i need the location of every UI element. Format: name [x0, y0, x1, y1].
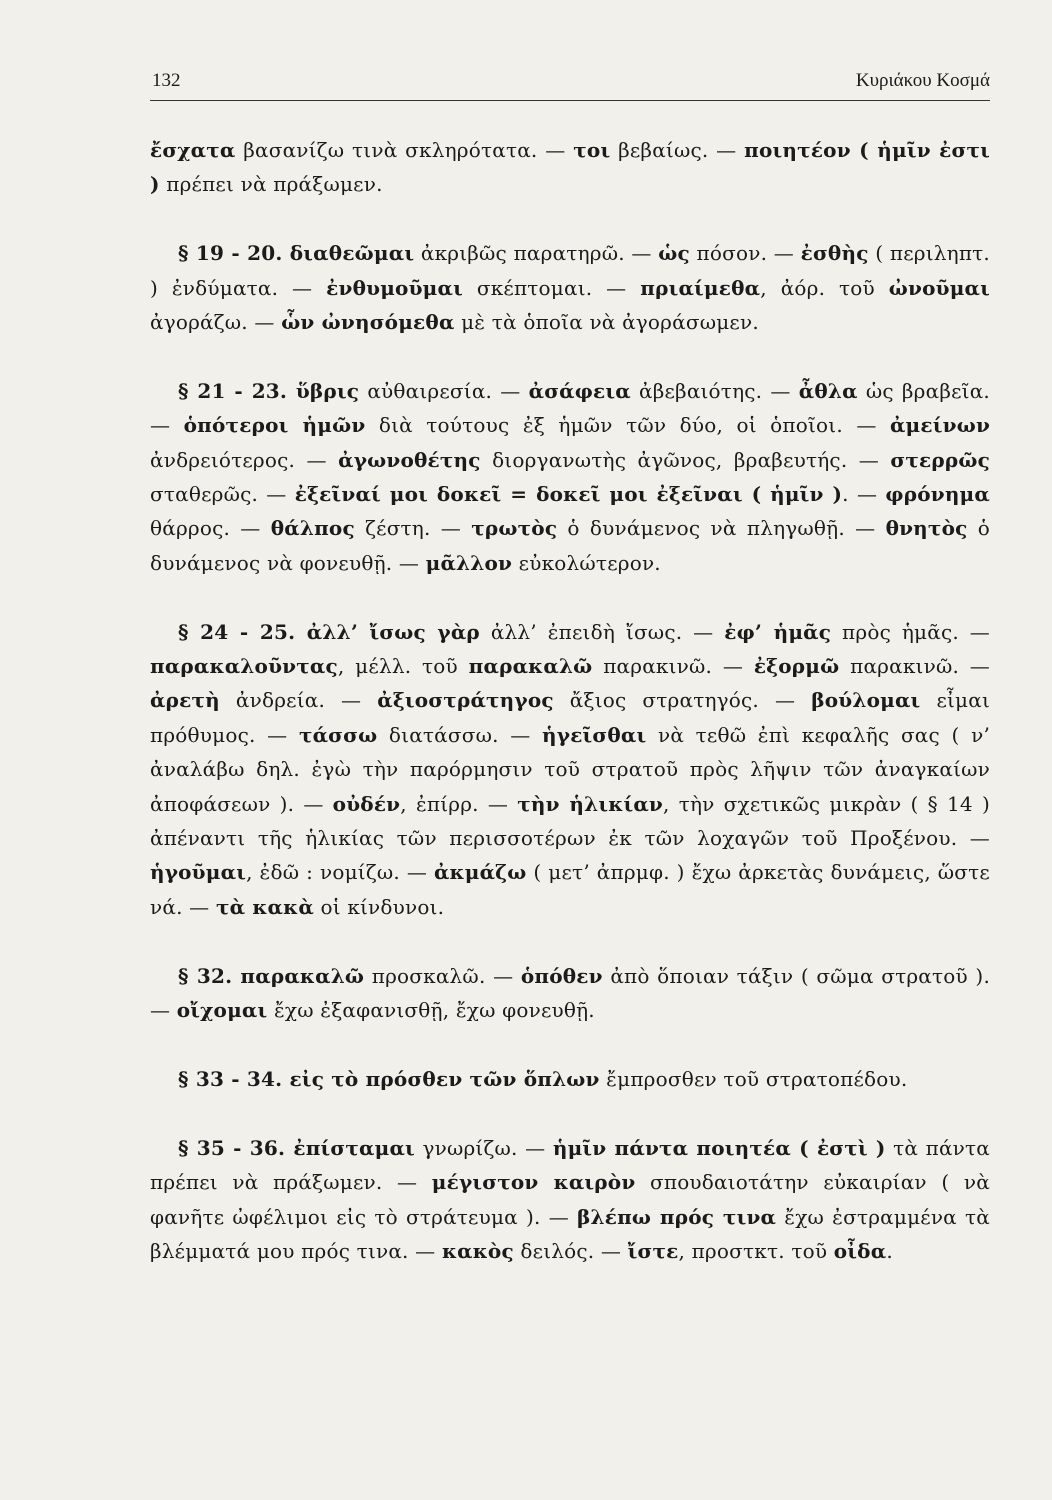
glossary-paragraph [150, 236, 990, 339]
headword: βλέπω πρός τινα [577, 1204, 777, 1229]
headword: στερρῶς [890, 447, 991, 472]
headword: φρόνημα [885, 482, 990, 507]
gloss-text: ὡς βραβεῖα. — [150, 378, 990, 438]
gloss-text: αὐθαιρεσία. — [359, 378, 529, 403]
glossary-paragraph [150, 1062, 990, 1096]
headword: τὴν ἡλικίαν [517, 791, 664, 816]
gloss-text: , προστκτ. τοῦ [678, 1238, 834, 1263]
gloss-text: ἔμπροσθεν τοῦ στρατοπέδου. [599, 1066, 908, 1091]
gloss-text: θάρρος. — [150, 516, 271, 541]
headword: κακὸς [441, 1238, 514, 1263]
headword: ἴστε [627, 1238, 679, 1263]
headword: ἡμῖν πάντα ποιητέα ( ἐστὶ ) [552, 1135, 886, 1160]
gloss-text: σκέπτομαι. — [462, 275, 641, 300]
headword: μέγιστον καιρὸν [431, 1170, 636, 1195]
running-title: Κυριάκου Κοσμά [855, 70, 990, 91]
headword: ἀμείνων [889, 413, 991, 438]
headword: ὡς [658, 241, 690, 266]
headword: ἡγοῦμαι [150, 860, 247, 885]
headword: οἴχομαι [176, 998, 268, 1023]
gloss-text: ὁ δυνάμενος νὰ φονευθῇ. — [150, 516, 990, 575]
headword: ὁπόθεν [520, 963, 603, 988]
section-number: § 21 - 23. [178, 378, 296, 403]
glossary-paragraph [150, 615, 990, 925]
section-number: § 32. [178, 963, 241, 988]
headword: ποιητέον ( ἡμῖν ἐστι ) [150, 138, 990, 197]
gloss-text: ἀλλ’ ἐπειδὴ ἴσως. — [479, 619, 725, 644]
headword: παρακαλῶ [240, 963, 365, 988]
glossary-body [150, 133, 990, 1268]
headword: διαθεῶμαι [289, 241, 415, 266]
headword: ὧν ὠνησόμεθα [281, 310, 455, 335]
headword: τὰ κακὰ [215, 894, 314, 919]
headword: ἆθλα [798, 378, 858, 403]
gloss-text: ἀγοράζω. — [150, 310, 282, 335]
headword: οἶδα [833, 1238, 887, 1263]
headword: ἐσθὴς [800, 241, 869, 266]
headword: ὕβρις [295, 378, 360, 403]
gloss-text: ἀνδρειότερος. — [150, 447, 339, 472]
gloss-text: τὰ πάντα πρέπει νὰ πράξωμεν. — [150, 1135, 991, 1195]
headword: θάλπος [270, 516, 355, 541]
gloss-text: , ἐδῶ : νομίζω. — [246, 860, 434, 885]
headword: ὁπότεροι ἡμῶν [183, 413, 366, 438]
section-number: § 33 - 34. [178, 1066, 290, 1091]
gloss-text: ἀνδρεία. — [219, 688, 378, 713]
gloss-text: σπουδαιοτάτην εὐκαιρίαν ( νὰ φανῆτε ὠφέλιμοι εἰς τὸ στράτευμα ). — [150, 1170, 990, 1229]
gloss-text: οἱ κίνδυνοι. [313, 894, 445, 919]
gloss-text: ἄξιος στρατηγός. — [553, 688, 812, 713]
gloss-text: ( περιληπτ. ) ἐνδύματα. — [150, 241, 990, 300]
headword: θνητὸς [885, 516, 968, 541]
gloss-text: , τὴν σχετικῶς μικρὰν ( § 14 ) ἀπέναντι τῆς ἡλικίας τῶν περισσοτέρων ἐκ τῶν λοχαγῶν τοῦ Προξένου. — [150, 791, 990, 851]
gloss-text: βασανίζω τινὰ σκληρότατα. — [235, 138, 574, 162]
gloss-text: βεβαίως. — [610, 138, 745, 162]
gloss-text: νὰ τεθῶ ἐπὶ κεφαλῆς σας ( ν’ ἀναλάβω δηλ. ἐγὼ τὴν παρόρμησιν τοῦ στρατοῦ πρὸς λῆψιν τῶν ἀναγκαίων ἀποφάσεων ). — [150, 722, 991, 816]
gloss-text: δειλός. — [513, 1238, 628, 1263]
gloss-text: γνωρίζω. — [414, 1135, 553, 1160]
headword: μᾶλλον [425, 550, 513, 575]
gloss-text: παρακινῶ. — [592, 654, 754, 679]
gloss-text: παρακινῶ. — [839, 654, 990, 679]
gloss-text: πρὸς ἡμᾶς. — [831, 619, 991, 644]
section-number: § 19 - 20. [178, 241, 290, 266]
gloss-text: ἔχω ἐστραμμένα τὰ βλέμματά μου πρός τινα. — [150, 1204, 990, 1263]
page-number: 132 [152, 70, 181, 91]
headword: ἀλλ’ ἴσως γὰρ [306, 619, 480, 644]
gloss-text: , μέλλ. τοῦ [337, 654, 469, 679]
headword: εἰς τὸ πρόσθεν τῶν ὅπλων [289, 1066, 600, 1091]
headword: ἀρετὴ [150, 688, 220, 713]
gloss-text: ἀπὸ ὅποιαν τάξιν ( σῶμα στρατοῦ ). — [150, 963, 990, 1023]
headword: τοι [573, 138, 611, 162]
headword: οὐδέν [332, 791, 401, 816]
gloss-text: ζέστη. — [354, 516, 472, 541]
headword: ἐφ’ ἡμᾶς [724, 619, 832, 644]
headword: ἀσάφεια [528, 378, 631, 403]
glossary-paragraph [150, 1131, 990, 1269]
section-number: § 24 - 25. [178, 619, 307, 644]
gloss-text: . [886, 1238, 893, 1263]
headword: παρακαλοῦντας [150, 654, 338, 679]
gloss-text: πόσον. — [689, 241, 801, 266]
gloss-text: πρέπει νὰ πράξωμεν. [159, 172, 383, 197]
headword: τάσσω [298, 722, 378, 747]
headword: παρακαλῶ [468, 654, 593, 679]
gloss-text: . — [842, 482, 886, 507]
gloss-text: διοργανωτὴς ἀγῶνος, βραβευτής. — [480, 447, 891, 472]
headword: ἐξορμῶ [753, 654, 840, 679]
headword: ἀκμάζω [433, 860, 527, 885]
gloss-text: ὁ δυνάμενος νὰ πληγωθῇ. — [557, 516, 886, 541]
headword: ἡγεῖσθαι [542, 722, 647, 747]
gloss-text: προσκαλῶ. — [364, 963, 521, 988]
gloss-text: ( μετ’ ἀπρμφ. ) ἔχω ἀρκετὰς δυνάμεις, ὥστε νά. — [150, 860, 990, 919]
gloss-text: ἔχω ἐξαφανισθῇ, ἔχω φονευθῇ. [267, 998, 595, 1023]
headword: βούλομαι [811, 688, 921, 713]
headword: ἔσχατα [150, 138, 236, 162]
gloss-text: ἀκριβῶς παρατηρῶ. — [414, 241, 659, 266]
gloss-text: , ἀόρ. τοῦ [760, 275, 889, 300]
headword: τρωτὸς [471, 516, 558, 541]
section-number: § 35 - 36. [178, 1135, 294, 1160]
headword: ἀξιοστράτηγος [377, 688, 554, 713]
gloss-text: μὲ τὰ ὁποῖα νὰ ἀγοράσωμεν. [454, 310, 759, 335]
headword: ὠνοῦμαι [888, 275, 991, 300]
gloss-text: σταθερῶς. — [150, 482, 295, 507]
headword: ἀγωνοθέτης [338, 447, 481, 472]
headword: ἐξεῖναί μοι δοκεῖ = δοκεῖ μοι ἐξεῖναι ( ἡμῖν ) [294, 482, 843, 507]
gloss-text: εὐκολώτερον. [512, 550, 661, 575]
headword: ἐπίσταμαι [293, 1135, 415, 1160]
glossary-paragraph [150, 374, 990, 580]
headword: ἐνθυμοῦμαι [326, 275, 463, 300]
headword: πριαίμεθα [640, 275, 761, 300]
gloss-text: ἀβεβαιότης. — [630, 378, 799, 403]
gloss-text: διὰ τούτους ἐξ ἡμῶν τῶν δύο, οἱ ὁποῖοι. — [365, 413, 890, 438]
glossary-paragraph [150, 959, 990, 1028]
gloss-text: , ἐπίρρ. — [400, 791, 518, 816]
running-header [150, 66, 990, 101]
glossary-paragraph [150, 133, 990, 202]
gloss-text: εἶμαι πρόθυμος. — [150, 688, 990, 747]
gloss-text: διατάσσω. — [377, 722, 543, 747]
